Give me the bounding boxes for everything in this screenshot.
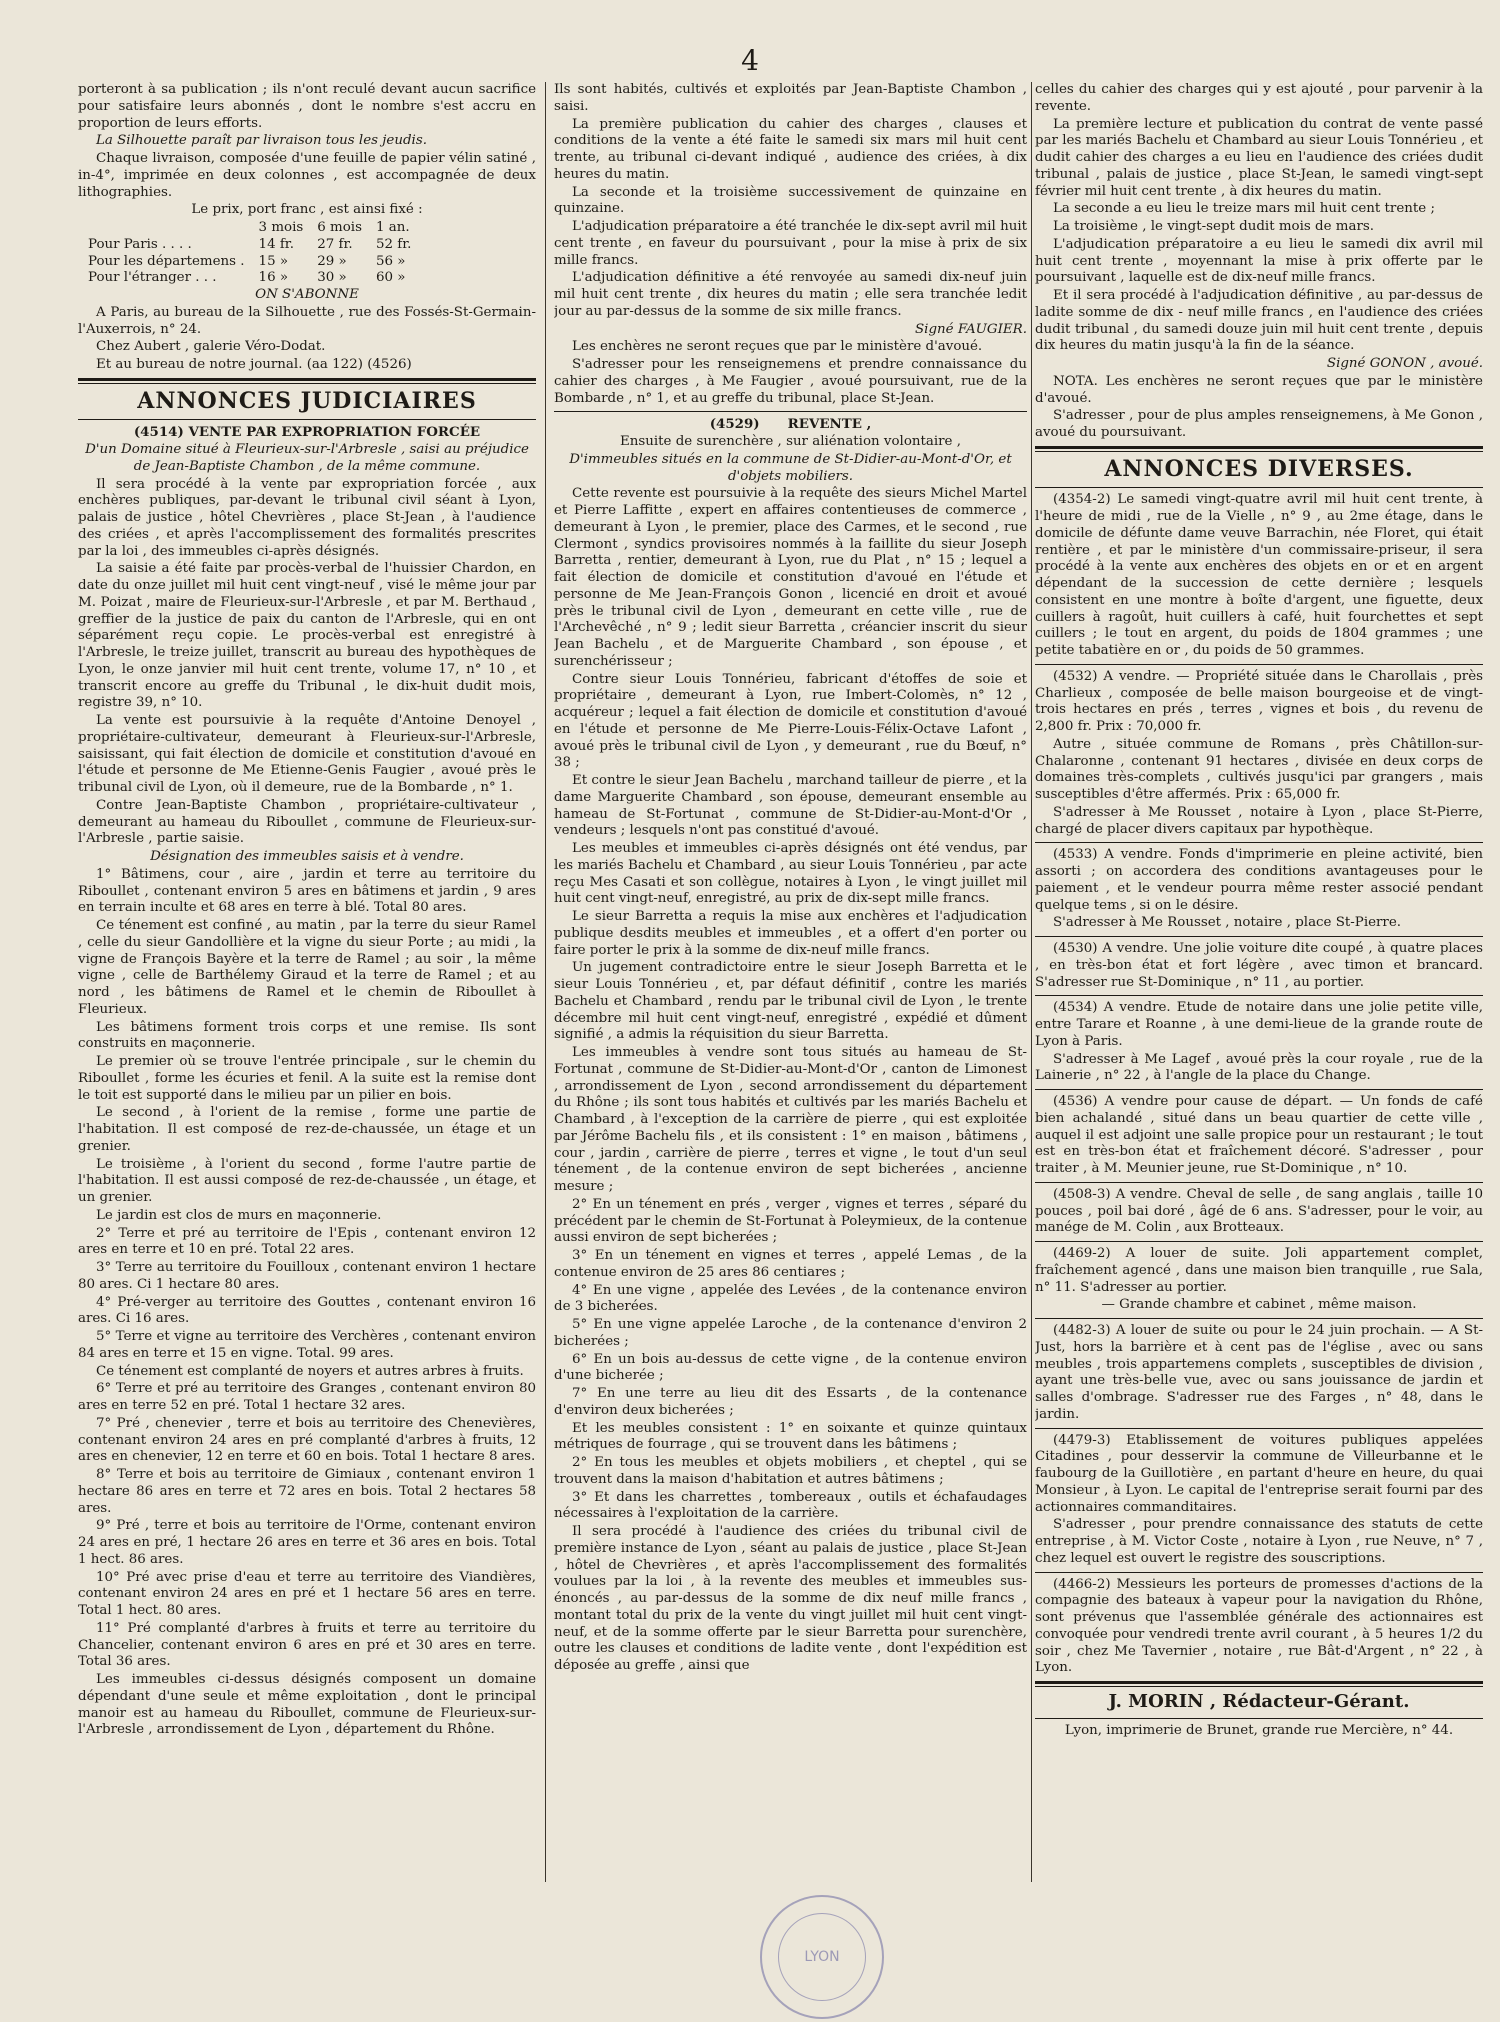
- paragraph: Et il sera procédé à l'adjudication définitive , au par-dessus de ladite somme de dix - neuf mille francs , en l'audience des criées dudit tribunal , du samedi douze juin mil huit cent trente , depuis dix heures du matin jusqu'à la fin de la séance.: [1035, 288, 1483, 354]
- ad-divider: [1035, 1241, 1483, 1242]
- paragraph: Ils sont habités, cultivés et exploités par Jean-Baptiste Chambon , saisi.: [554, 82, 1027, 114]
- paragraph: 3° Et dans les charrettes , tombereaux , outils et échafaudages nécessaires à l'exploitation de la carrière.: [554, 1489, 1027, 1522]
- paragraph: La troisième , le vingt-sept dudit mois de mars.: [1053, 219, 1374, 234]
- signature-gonon: Signé GONON , avoué.: [1326, 356, 1483, 371]
- paragraph: La seconde et la troisième successivement de quinzaine en quinzaine.: [554, 184, 1027, 217]
- paragraph: 11° Pré complanté d'arbres à fruits et terre au territoire du Chancelier, contenant environ 6 ares en pré et 30 ares en terre. Total 36 ares.: [78, 1620, 536, 1670]
- vente-subtitle: D'un Domaine situé à Fleurieux-sur-l'Arbresle , saisi au préjudice de Jean-Baptiste Chambon , de la même commune.: [85, 442, 529, 474]
- ad-divider: [1035, 995, 1483, 996]
- ad-item: Autre , située commune de Romans , près Châtillon-sur-Chalaronne , contenant 91 hectares , divisée en deux corps de domaines très-complets , cultivés jusqu'ici par grangers , mais susceptibles d'être affermés. Prix : 65,000 fr.: [1035, 736, 1483, 802]
- paragraph: Ce ténement est complanté de noyers et autres arbres à fruits.: [96, 1363, 524, 1379]
- paragraph: Le second , à l'orient de la remise , forme une partie de l'habitation. Il est composé de rez-de-chaussée, un étage et un grenier.: [78, 1105, 536, 1154]
- paragraph: 7° En une terre au lieu dit des Essarts , de la contenance d'environ deux bicherées ;: [554, 1386, 1027, 1418]
- paragraph: Les immeubles à vendre sont tous situés au hameau de St-Fortunat , commune de St-Didier-au-Mont-d'Or , canton de Limonest , arrondissement de Lyon , second arrondissement du département du Rhône ; ils sont tous habités et cultivés par les mariés Bachelu et Chambard , à l'exception de la carrière de pierre , qui est exploitée par Jérôme Bachelu fils , et ils consistent : 1° en maison , bâtimens , cour , jardin , carrière de pierre , terres et vigne , le tout d'un seul ténement , de la contenue environ de sept bicherées , ancienne mesure ;: [554, 1045, 1027, 1194]
- paragraph: 6° Terre et pré au territoire des Granges , contenant environ 80 ares en terre 52 en pré. Total 1 hectare 32 ares.: [78, 1381, 536, 1413]
- ad-item: (4479-3) Etablissement de voitures publiques appelées Citadines , pour desservir la commune de Villeurbanne et le faubourg de la Guillotière , en partant d'heure en heure, du quai Monsieur , à Lyon. Le capital de l'entreprise serait fourni par des actionnaires commanditaires.: [1035, 1432, 1483, 1515]
- paragraph: 2° Terre et pré au territoire de l'Epis , contenant environ 12 ares en terre et 10 en pré. Total 22 ares.: [78, 1225, 536, 1258]
- silhouette-text: porteront à sa publication ; ils n'ont reculé devant aucun sacrifice pour satisfaire leurs abonnés , dont le nombre s'est accru en proportion de leurs efforts.: [78, 82, 536, 131]
- ad-item: S'adresser , pour prendre connaissance des statuts de cette entreprise , à M. Victor Coste , notaire à Lyon , rue Neuve, n° 7 , chez lequel est ouvert le registre des souscriptions.: [1035, 1517, 1483, 1566]
- column-3: [1035, 82, 1483, 1892]
- imprimerie-line: Lyon, imprimerie de Brunet, grande rue Mercière, n° 44.: [1064, 1722, 1454, 1738]
- paragraph: Et contre le sieur Jean Bachelu , marchand tailleur de pierre , et la dame Marguerite Chambard , son épouse, demeurant ensemble au hameau de St-Fortunat , commune de St-Didier-au-Mont-d'Or , vendeurs ; lesquels n'ont pas constitué d'avoué.: [554, 773, 1027, 839]
- annonces-judiciaires-heading: ANNONCES JUDICIAIRES: [137, 387, 477, 414]
- ad-item: S'adresser à Me Lagef , avoué près la cour royale , rue de la Lainerie , n° 22 , à l'angle de la place du Change.: [1035, 1051, 1483, 1084]
- ad-item: (4533) A vendre. Fonds d'imprimerie en pleine activité, bien assorti ; on accordera des conditions avantageuses pour le paiement , et le vendeur pourra même rester associé pendant quelque tems , si on le désire.: [1035, 847, 1483, 913]
- ad-item: (4482-3) A louer de suite ou pour le 24 juin prochain. — A St-Just, hors la barrière et à cent pas de l'église , avec ou sans meubles , trois appartemens complets , susceptibles de division , ayant une très-belle vue, avec ou sans jouissance de jardin et salles d'ombrage. S'adresser rue des Farges , n° 48, dans le jardin.: [1035, 1323, 1483, 1422]
- ad-item: — Grande chambre et cabinet , même maison.: [1101, 1297, 1417, 1313]
- paragraph: 5° Terre et vigne au territoire des Verchères , contenant environ 84 ares en terre et 15 en vigne. Total. 99 ares.: [78, 1329, 536, 1361]
- paragraph: S'adresser pour les renseignemens et prendre connaissance du cahier des charges , à Me Faugier , avoué poursuivant, rue de la Bombarde , n° 1, et au greffe du tribunal, place St-Jean.: [554, 357, 1027, 406]
- price-table-header: 3 mois 6 mois 1 an.: [258, 220, 410, 235]
- ad-item: S'adresser à Me Rousset , notaire à Lyon , place St-Pierre, chargé de placer divers capitaux par hypothèque.: [1035, 804, 1483, 837]
- paragraph: Cette revente est poursuivie à la requête des sieurs Michel Martel et Pierre Laffitte , expert en affaires contentieuses de commerce , demeurant à Lyon , le premier, place des Carmes, et le second , rue Clermont , syndics provisoires nommés à la faillite du sieur Joseph Barretta , rentier, demeurant à Lyon, rue du Plat , n° 15 ; lequel a fait élection de domicile et constitution d'avoué en l'étude et personne de Me Jean-François Gonon , licencié en droit et avoué près le tribunal civil de Lyon , demeurant en cette ville , rue de l'Archevêché , n° 9 ; ledit sieur Barretta , créancier inscrit du sieur Jean Bachelu , et de Marguerite Chambard , son épouse , et surenchérisseur ;: [554, 486, 1027, 669]
- paragraph: Le troisième , à l'orient du second , forme l'autre partie de l'habitation. Il est aussi composé de rez-de-chaussée , un étage, et un grenier.: [78, 1156, 536, 1205]
- price-table-row: Pour Paris . . . . 14 fr. 27 fr. 52 fr.: [88, 236, 412, 252]
- library-stamp-inner: [778, 1913, 866, 2001]
- revente-subtitle: D'immeubles situés en la commune de St-Didier-au-Mont-d'Or, et d'objets mobiliers.: [569, 451, 1012, 484]
- paragraph: Le jardin est clos de murs en maçonnerie.: [96, 1207, 382, 1223]
- paragraph: Et les meubles consistent : 1° en soixante et quinze quintaux métriques de fourrage , qui se trouvent dans les bâtimens ;: [554, 1420, 1027, 1453]
- paragraph: 9° Pré , terre et bois au territoire de l'Orme, contenant environ 24 ares en pré, 1 hectare 26 ares en terre et 36 ares en bois. Total 1 hect. 86 ares.: [78, 1518, 536, 1567]
- price-table: [88, 220, 425, 287]
- abonne-line: Chez Aubert , galerie Véro-Dodat.: [96, 339, 326, 355]
- paragraph: S'adresser , pour de plus amples renseignemens, à Me Gonon , avoué du poursuivant.: [1035, 408, 1483, 440]
- paragraph: 5° En une vigne appelée Laroche , de la contenance d'environ 2 bicherées ;: [554, 1317, 1027, 1349]
- paragraph: Contre sieur Louis Tonnérieu, fabricant d'étoffes de soie et propriétaire , demeurant à Lyon, rue Imbert-Colomès, n° 12 , acquéreur ; lequel a fait élection de domicile et constitution d'avoué en l'étude et personne de Me Pierre-Louis-Félix-Octave Lafont , avoué près le tribunal civil de Lyon , y demeurant , rue du Bœuf, n° 38 ;: [554, 671, 1027, 771]
- ad-item: (4536) A vendre pour cause de départ. — Un fonds de café bien achalandé , situé dans un beau quartier de cette ville , auquel il est adjoint une salle propice pour un restaurant ; le tout est en très-bon état et fraîchement décoré. S'adresser , pour traiter , à M. Meunier jeune, rue St-Dominique , n° 10.: [1035, 1094, 1483, 1176]
- column-1: [78, 82, 536, 1892]
- paragraph: Les bâtimens forment trois corps et une remise. Ils sont construits en maçonnerie.: [78, 1019, 536, 1052]
- section-rule: [78, 378, 536, 384]
- paragraph: 4° En une vigne , appelée des Levées , de la contenance environ de 3 bicherées.: [554, 1282, 1027, 1315]
- column-divider-right: [1031, 82, 1032, 1882]
- paragraph: Contre Jean-Baptiste Chambon , propriétaire-cultivateur , demeurant au hameau du Riboullet , commune de Fleurieux-sur-l'Arbresle , partie saisie.: [78, 797, 536, 847]
- paragraph: Les meubles et immeubles ci-après désignés ont été vendus, par les mariés Bachelu et Chambard , au sieur Louis Tonnérieu , par acte reçu Mes Casati et son collègue, notaires à Lyon , le vingt juillet mil huit cent vingt-neuf, enregistré, au prix de dix-sept mille francs.: [554, 841, 1027, 907]
- paragraph: 8° Terre et bois au territoire de Gimiaux , contenant environ 1 hectare 86 ares en terre et 72 ares en bois. Total 2 hectares 58 ares.: [78, 1467, 536, 1516]
- ad-divider: [1035, 1428, 1483, 1429]
- paragraph: Ce ténement est confiné , au matin , par la terre du sieur Ramel , celle du sieur Gandollière et la vigne du sieur Porte ; au midi , la vigne de François Bayère et la terre de Ramel ; au soir , la même vigne , celle de Barthélemy Giraud et la terre de Ramel ; et au nord , les bâtimens de Ramel et le chemin de Riboullet à Fleurieux.: [78, 918, 536, 1017]
- ad-divider: [1035, 664, 1483, 665]
- designation-heading: Désignation des immeubles saisis et à vendre.: [150, 849, 464, 864]
- revente-number: (4529): [709, 416, 760, 433]
- ad-item: (4530) A vendre. Une jolie voiture dite coupé , à quatre places , en très-bon état et fort légère , avec timon et brancard. S'adresser rue St-Dominique , n° 11 , au portier.: [1035, 941, 1483, 990]
- paragraph: Un jugement contradictoire entre le sieur Joseph Barretta et le sieur Louis Tonnérieu , et, par défaut définitif , contre les mariés Bachelu et Chambard , rendu par le tribunal civil de Lyon , le trente décembre mil huit cent vingt-neuf, enregistré , expédié et dûment signifié , a admis la réquisition du sieur Barretta.: [554, 960, 1027, 1043]
- silhouette-text: Chaque livraison, composée d'une feuille de papier vélin satiné , in-4°, imprimée en deux colonnes , est accompagnée de deux lithographies.: [78, 151, 536, 200]
- paragraph: La première publication du cahier des charges , clauses et conditions de la vente a été faite le samedi six mars mil huit cent trente, au tribunal ci-devant indiqué , audience des criées, à dix heures du matin.: [554, 116, 1027, 182]
- paragraph: 4° Pré-verger au territoire des Gouttes , contenant environ 16 ares. Ci 16 ares.: [78, 1294, 536, 1327]
- paragraph: 2° En tous les meubles et objets mobiliers , et cheptel , qui se trouvent dans la maison d'habitation et autres bâtimens ;: [554, 1455, 1027, 1487]
- paragraph: Le premier où se trouve l'entrée principale , sur le chemin du Riboullet , forme les écuries et fenil. A la suite est la remise dont le toit est supporté dans le milieu par un pilier en bois.: [78, 1054, 536, 1103]
- paragraph: 1° Bâtimens, cour , aire , jardin et terre au territoire du Riboullet , contenant environ 5 ares en bâtimens et jardin , 9 ares en terrain inculte et 68 ares en terre à blé. Total 80 ares.: [78, 866, 536, 916]
- paragraph: 6° En un bois au-dessus de cette vigne , de la contenue environ d'une bicherée ;: [554, 1351, 1027, 1384]
- vente-title: (4514) VENTE PAR EXPROPRIATION FORCÉE: [133, 424, 481, 441]
- paragraph: La saisie a été faite par procès-verbal de l'huissier Chardon, en date du onze juillet mil huit cent vingt-neuf , visé le même jour par M. Poizat , maire de Fleurieux-sur-l'Arbresle , et par M. Berthaud , greffier de la justice de paix du canton de l'Arbresle, qui en ont séparément reçu copie. Le procès-verbal est enregistré à l'Arbresle, le treize juillet, transcrit au bureau des hypothèques de Lyon, le onze janvier mil huit cent trente, volume 17, n° 10 , et transcrit encore au greffe du Tribunal , le dix-huit dudit mois, registre 39, n° 10.: [78, 561, 536, 711]
- ad-divider: [1035, 1572, 1483, 1573]
- paragraph: celles du cahier des charges qui y est ajouté , pour parvenir à la revente.: [1035, 82, 1483, 114]
- signature-faugier: Signé FAUGIER.: [914, 321, 1027, 337]
- revente-title: [554, 416, 1027, 433]
- ad-divider: [1035, 842, 1483, 843]
- section-rule: [1035, 487, 1483, 488]
- paragraph: NOTA. Les enchères ne seront reçues que par le ministère d'avoué.: [1035, 373, 1483, 406]
- ad-item: (4534) A vendre. Etude de notaire dans une jolie petite ville, entre Tarare et Roanne , à une demi-lieue de la grande route de Lyon à Paris.: [1035, 1000, 1483, 1049]
- paragraph: 3° En un ténement en vignes et terres , appelé Lemas , de la contenue environ de 25 ares 86 centiares ;: [554, 1248, 1027, 1280]
- ad-item: (4466-2) Messieurs les porteurs de promesses d'actions de la compagnie des bateaux à vapeur pour la navigation du Rhône, sont prévenus que l'assemblée générale des actionnaires est convoquée pour vendredi trente avril courant , à 5 heures 1/2 du soir , chez Me Tavernier , notaire , rue Bât-d'Argent , n° 22 , à Lyon.: [1035, 1576, 1483, 1676]
- ad-item: (4469-2) A louer de suite. Joli appartement complet, fraîchement agencé , dans une maison bien tranquille , rue Sala, n° 11. S'adresser au portier.: [1035, 1246, 1483, 1295]
- paragraph: Les enchères ne seront reçues que par le ministère d'avoué.: [572, 339, 983, 355]
- silhouette-text: La Silhouette paraît par livraison tous les jeudis.: [96, 133, 427, 149]
- paragraph: 10° Pré avec prise d'eau et terre au territoire des Viandières, contenant environ 24 ares en pré et 1 hectare 56 ares en terre. Total 1 hect. 80 ares.: [78, 1569, 536, 1618]
- revente-subtitle: Ensuite de surenchère , sur aliénation volontaire ,: [619, 434, 961, 449]
- section-rule: [1035, 1681, 1483, 1687]
- paragraph: 3° Terre au territoire du Fouilloux , contenant environ 1 hectare 80 ares. Ci 1 hectare 80 ares.: [78, 1260, 536, 1292]
- paragraph: L'adjudication définitive a été renvoyée au samedi dix-neuf juin mil huit cent trente , dix heures du matin ; elle sera tranchée ledit jour au par-dessus de la somme de six mille francs.: [554, 270, 1027, 319]
- section-rule: [78, 419, 536, 420]
- abonne-heading: ON S'ABONNE: [255, 287, 359, 302]
- ad-divider: [1035, 1089, 1483, 1090]
- paragraph: La vente est poursuivie à la requête d'Antoine Denoyel , propriétaire-cultivateur, demeurant à Fleurieux-sur-l'Arbresle, saisissant, qui fait élection de domicile et constitution d'avoué en l'étude et personne de Me Etienne-Genis Faugier , avoué près le tribunal civil de Lyon, où il demeure, rue de la Bombarde , n° 1.: [78, 713, 536, 795]
- stamp-city: LYON: [804, 1949, 840, 1965]
- paragraph: Il sera procédé à la vente par expropriation forcée , aux enchères publiques, par-devant le tribunal civil séant à Lyon, palais de justice , hôtel Chevrières , place St-Jean , à l'audience des criées , et après l'accomplissement des formalités prescrites par la loi , des immeubles ci-après désignés.: [78, 476, 536, 559]
- ad-item: (4532) A vendre. — Propriété située dans le Charollais , près Charlieux , composée de belle maison bourgeoise et de vingt-trois hectares en prés , terres , vignes et bois , du revenu de 2,800 fr. Prix : 70,000 fr.: [1035, 668, 1483, 734]
- paragraph: Le sieur Barretta a requis la mise aux enchères et l'adjudication publique desdits meubles et immeubles , et a offert d'en porter ou faire porter le prix à la somme de dix-neuf mille francs.: [554, 909, 1027, 958]
- silhouette-text: Le prix, port franc , est ainsi fixé :: [191, 202, 423, 218]
- paragraph: L'adjudication préparatoire a été tranchée le dix-sept avril mil huit cent trente , en faveur du poursuivant , pour la mise à prix de six mille francs.: [554, 219, 1027, 268]
- column-divider-left: [545, 82, 546, 1882]
- column-2: [554, 82, 1027, 1892]
- section-rule: [1035, 1718, 1483, 1719]
- revente-label: REVENTE ,: [787, 416, 872, 433]
- page-number: 4: [741, 44, 759, 77]
- price-table-row: Pour l'étranger . . . 16 » 30 » 60 »: [88, 270, 406, 286]
- ad-item: S'adresser à Me Rousset , notaire , place St-Pierre.: [1053, 915, 1402, 931]
- ad-item: (4508-3) A vendre. Cheval de selle , de sang anglais , taille 10 pouces , poil bai doré , âgé de 6 ans. S'adresser, pour le voir, au manége de M. Colin , aux Brotteaux.: [1035, 1186, 1483, 1236]
- ad-divider: [1035, 1318, 1483, 1319]
- ad-item: (4354-2) Le samedi vingt-quatre avril mil huit cent trente, à l'heure de midi , rue de la Vielle , n° 9 , au 2me étage, dans le domicile de défunte dame veuve Barrachin, née Floret, qui était rentière , et par le ministère d'un commissaire-priseur, il sera procédé à la vente aux enchères des objets en or et en argent dépendant de la succession de cette dernière ; lesquels consistent en une montre à boîte d'argent, une figuette, deux cuillers à ragoût, huit cuillers à café, huit fourchettes et sept cuillers ; le tout en argent, du poids de 1804 grammes ; une petite tabatière en or , du poids de 50 grammes.: [1035, 492, 1483, 658]
- annonces-diverses-heading: ANNONCES DIVERSES.: [1104, 455, 1414, 482]
- library-stamp: [760, 1895, 884, 2019]
- abonne-line: Et au bureau de notre journal. (aa 122) (4526): [96, 357, 412, 372]
- redacteur-gerant: J. MORIN , Rédacteur-Gérant.: [1108, 1691, 1410, 1712]
- paragraph: Les immeubles ci-dessus désignés composent un domaine dépendant d'une seule et même exploitation , dont le principal manoir est au hameau du Riboullet, commune de Fleurieux-sur-l'Arbresle , arrondissement de Lyon , département du Rhône.: [78, 1672, 536, 1738]
- paragraph: La seconde a eu lieu le treize mars mil huit cent trente ;: [1053, 201, 1435, 217]
- paragraph: Il sera procédé à l'audience des criées du tribunal civil de première instance de Lyon , séant au palais de justice , place St-Jean , hôtel de Chevrières , et après l'accomplissement des formalités voulues par la loi , à la revente des meubles et immeubles sus-énoncés , au par-dessus de la somme de dix neuf mille francs , montant total du prix de la vente du vingt juillet mil huit cent vingt-neuf, et de la somme offerte par le sieur Barretta pour surenchère, outre les clauses et conditions de ladite vente , dont l'expédition est déposée au greffe , ainsi que: [554, 1524, 1027, 1673]
- price-table-row: Pour les départemens . 15 » 29 » 56 »: [88, 253, 406, 269]
- paragraph: L'adjudication préparatoire a eu lieu le samedi dix avril mil huit cent trente , moyennant la mise à prix offerte par le poursuivant , laquelle est de dix-neuf mille francs.: [1035, 236, 1483, 286]
- paragraph: La première lecture et publication du contrat de vente passé par les mariés Bachelu et Chambard au sieur Louis Tonnérieu , et dudit cahier des charges a eu lieu en l'audience des criées dudit tribunal , palais de justice , place St-Jean, le samedi vingt-sept février mil huit cent trente , à dix heures du matin.: [1035, 116, 1483, 199]
- paragraph: 2° En un ténement en prés , verger , vignes et terres , séparé du précédent par le chemin de St-Fortunat à Poleymieux, de la contenue aussi environ de sept bicherées ;: [554, 1196, 1027, 1246]
- ad-divider: [1035, 936, 1483, 937]
- section-rule: [554, 411, 1027, 412]
- abonne-line: A Paris, au bureau de la Silhouette , rue des Fossés-St-Germain-l'Auxerrois, n° 24.: [78, 304, 536, 337]
- ad-divider: [1035, 1182, 1483, 1183]
- paragraph: 7° Pré , chenevier , terre et bois au territoire des Chenevières, contenant environ 24 ares en pré complanté d'arbres à fruits, 12 ares en chenevier, 12 en terre et 60 en bois. Total 1 hectare 8 ares.: [78, 1415, 536, 1465]
- section-rule: [1035, 446, 1483, 452]
